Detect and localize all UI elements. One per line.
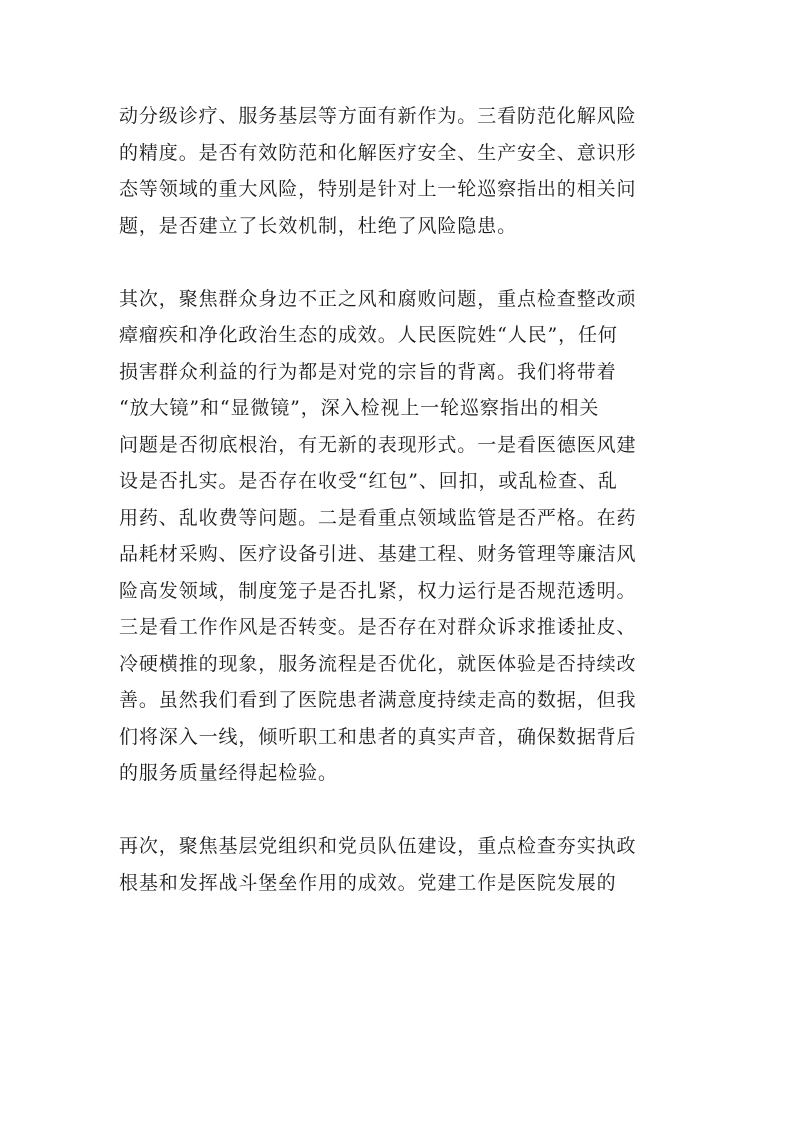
text-line: “放大镜”和“显微镜”，深入检视上一轮巡察指出的相关 <box>119 397 600 419</box>
text-line: 的服务质量经得起检验。 <box>119 762 338 784</box>
text-line: 们将深入一线，倾听职工和患者的真实声音，确保数据背后 <box>119 725 637 748</box>
text-line: 态等领域的重大风险，特别是针对上一轮巡察指出的相关问 <box>119 178 637 200</box>
paragraph-corruption-focus <box>119 281 675 792</box>
document-body <box>119 98 675 901</box>
paragraph-spacer <box>119 244 675 281</box>
text-line: 用药、乱收费等问题。二是看重点领域监管是否严格。在药 <box>119 506 637 529</box>
text-line: 题，是否建立了长效机制，杜绝了风险隐患。 <box>119 214 518 237</box>
text-line: 品耗材采购、医疗设备引进、基建工程、财务管理等廉洁风 <box>119 543 637 565</box>
text-line: 善。虽然我们看到了医院患者满意度持续走高的数据，但我 <box>119 689 637 711</box>
text-line: 冷硬横推的现象，服务流程是否优化，就医体验是否持续改 <box>119 652 637 675</box>
text-line: 三是看工作作风是否转变。是否存在对群众诉求推诿扯皮、 <box>119 616 637 638</box>
text-line: 设是否扎实。是否存在收受“红包”、回扣，或乱检查、乱 <box>119 470 618 492</box>
paragraph-risk-prevention <box>119 98 675 244</box>
text-line: 问题是否彻底根治，有无新的表现形式。一是看医德医风建 <box>119 433 637 456</box>
text-line: 瘴瘤疾和净化政治生态的成效。人民医院姓“人民”，任何 <box>119 324 618 346</box>
text-line: 其次，聚焦群众身边不正之风和腐败问题，重点检查整改顽 <box>119 287 637 310</box>
paragraph-spacer <box>119 792 675 829</box>
paragraph-party-building <box>119 828 675 901</box>
text-line: 再次，聚焦基层党组织和党员队伍建设，重点检查夯实执政 <box>119 835 637 857</box>
text-line: 根基和发挥战斗堡垒作用的成效。党建工作是医院发展的 <box>119 871 617 894</box>
text-line: 动分级诊疗、服务基层等方面有新作为。三看防范化解风险 <box>119 105 637 127</box>
text-line: 险高发领域，制度笼子是否扎紧，权力运行是否规范透明。 <box>119 579 637 602</box>
text-line: 的精度。是否有效防范和化解医疗安全、生产安全、意识形 <box>119 141 637 164</box>
text-line: 损害群众利益的行为都是对党的宗旨的背离。我们将带着 <box>119 360 617 383</box>
